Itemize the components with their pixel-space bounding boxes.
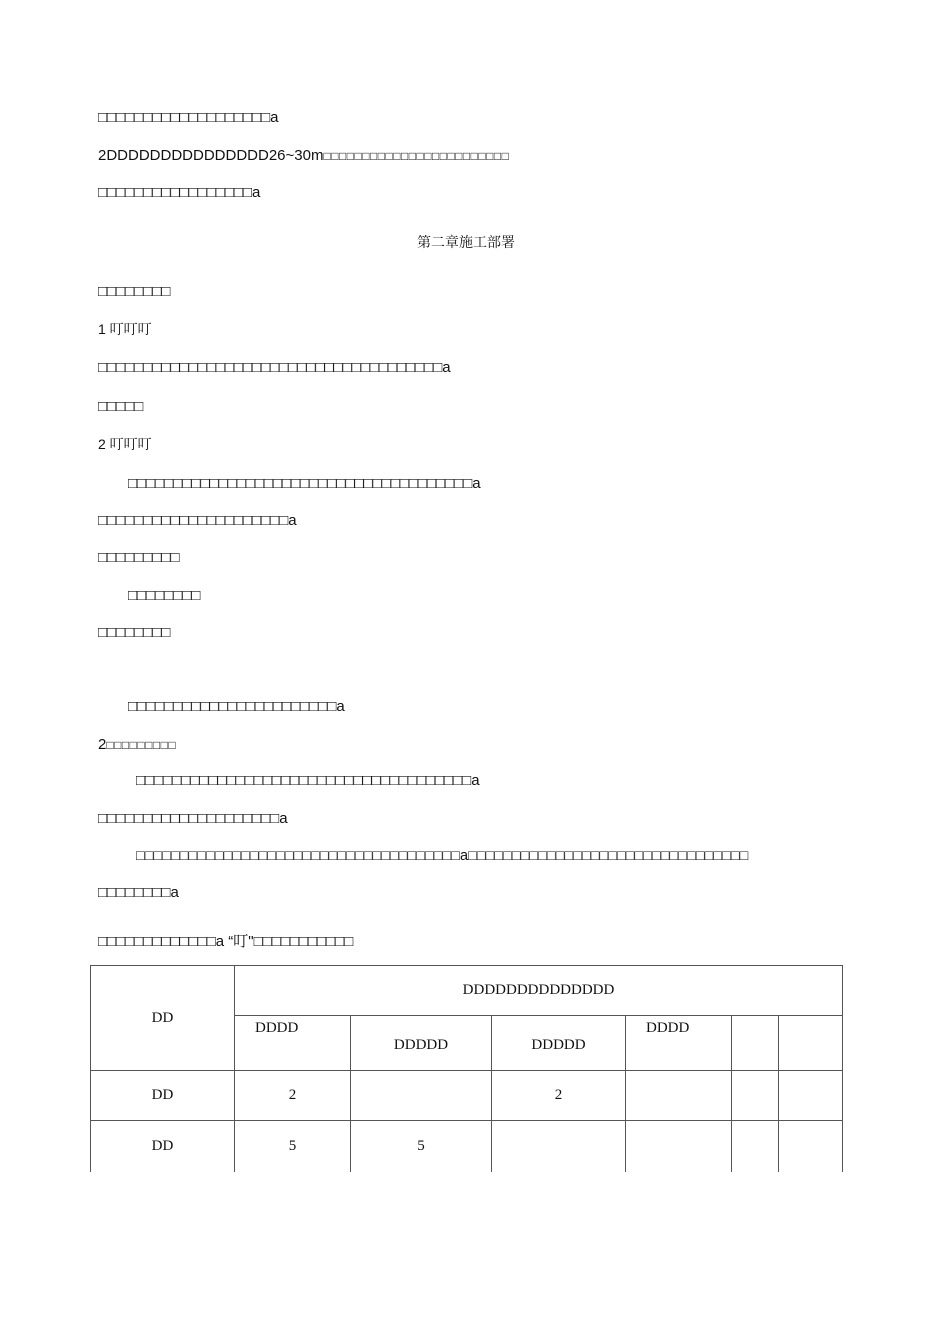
- sub-header-cell: DDDDD: [492, 1016, 626, 1071]
- sub-header-cell: DDDDD: [351, 1016, 492, 1071]
- item-heading-2: 2 叮叮叮: [98, 436, 152, 452]
- paragraph-13: □□□□□□□□□□□□□□□□□□□□□□□□□□□□□□□□□□□□□a: [136, 772, 480, 789]
- paragraph-8: □□□□□□□□□: [98, 549, 180, 566]
- group-header-cell: DDDDDDDDDDDDDD: [235, 966, 843, 1016]
- table-cell: [626, 1071, 732, 1121]
- table-cell: 2: [492, 1071, 626, 1121]
- table-cell: [732, 1071, 779, 1121]
- paragraph-1: □□□□□□□□□□□□□□□□□□□a: [98, 109, 279, 126]
- sub-header-cell: [779, 1016, 843, 1071]
- table-row: [91, 1121, 843, 1172]
- table-caption: □□□□□□□□□□□□□a “叮"□□□□□□□□□□□: [98, 933, 354, 950]
- row-label-cell: DD: [91, 1071, 235, 1121]
- paragraph-2-main: 2DDDDDDDDDDDDDDD26~30m: [98, 147, 324, 164]
- paragraph-11: □□□□□□□□□□□□□□□□□□□□□□□a: [128, 698, 345, 715]
- item-heading-1: 1 叮叮叮: [98, 321, 152, 337]
- sub-header-cell: DDDD: [235, 1016, 351, 1071]
- table-cell: 5: [235, 1121, 351, 1172]
- table-cell: [626, 1121, 732, 1172]
- paragraph-15: □□□□□□□□□□□□□□□□□□□□□□□□□□□□□□□□□□□□□a□□□□□□□□□□□□□□□□□□□□□□□□□□□□□□□□: [136, 848, 749, 864]
- table-cell: [779, 1121, 843, 1172]
- table-cell: 2: [235, 1071, 351, 1121]
- row-header-cell: DD: [91, 966, 235, 1071]
- table-cell: 5: [351, 1121, 492, 1172]
- paragraph-4: □□□□□□□□□□□□□□□□□□□□□□□□□□□□□□□□□□□□□□a: [98, 359, 451, 376]
- table-cell: [351, 1071, 492, 1121]
- data-table: [90, 965, 843, 1172]
- table-cell: [492, 1121, 626, 1172]
- paragraph-12: [98, 735, 176, 755]
- paragraph-3: □□□□□□□□□□□□□□□□□a: [98, 184, 261, 201]
- sub-header-cell: [732, 1016, 779, 1071]
- row-label-cell: DD: [91, 1121, 235, 1172]
- table-header-row: [91, 966, 843, 1016]
- paragraph-12-tail: □□□□□□□□□: [106, 738, 177, 752]
- paragraph-16: □□□□□□□□a: [98, 884, 179, 901]
- table-row: [91, 1071, 843, 1121]
- section-heading: □□□□□□□□: [98, 283, 171, 300]
- paragraph-14: □□□□□□□□□□□□□□□□□□□□a: [98, 810, 288, 827]
- paragraph-12-num: 2: [98, 736, 107, 753]
- paragraph-2: [98, 146, 509, 166]
- paragraph-5: □□□□□: [98, 398, 144, 415]
- table-cell: [732, 1121, 779, 1172]
- paragraph-7: □□□□□□□□□□□□□□□□□□□□□a: [98, 512, 297, 529]
- paragraph-6: □□□□□□□□□□□□□□□□□□□□□□□□□□□□□□□□□□□□□□a: [128, 475, 481, 492]
- sub-header-cell: DDDD: [626, 1016, 732, 1071]
- paragraph-9: □□□□□□□□: [128, 587, 201, 604]
- chapter-title: 第二章施工部署: [417, 234, 515, 250]
- paragraph-2-tail: □□□□□□□□□□□□□□□□□□□□□□□□: [323, 149, 510, 163]
- table-cell: [779, 1071, 843, 1121]
- paragraph-10: □□□□□□□□: [98, 624, 171, 641]
